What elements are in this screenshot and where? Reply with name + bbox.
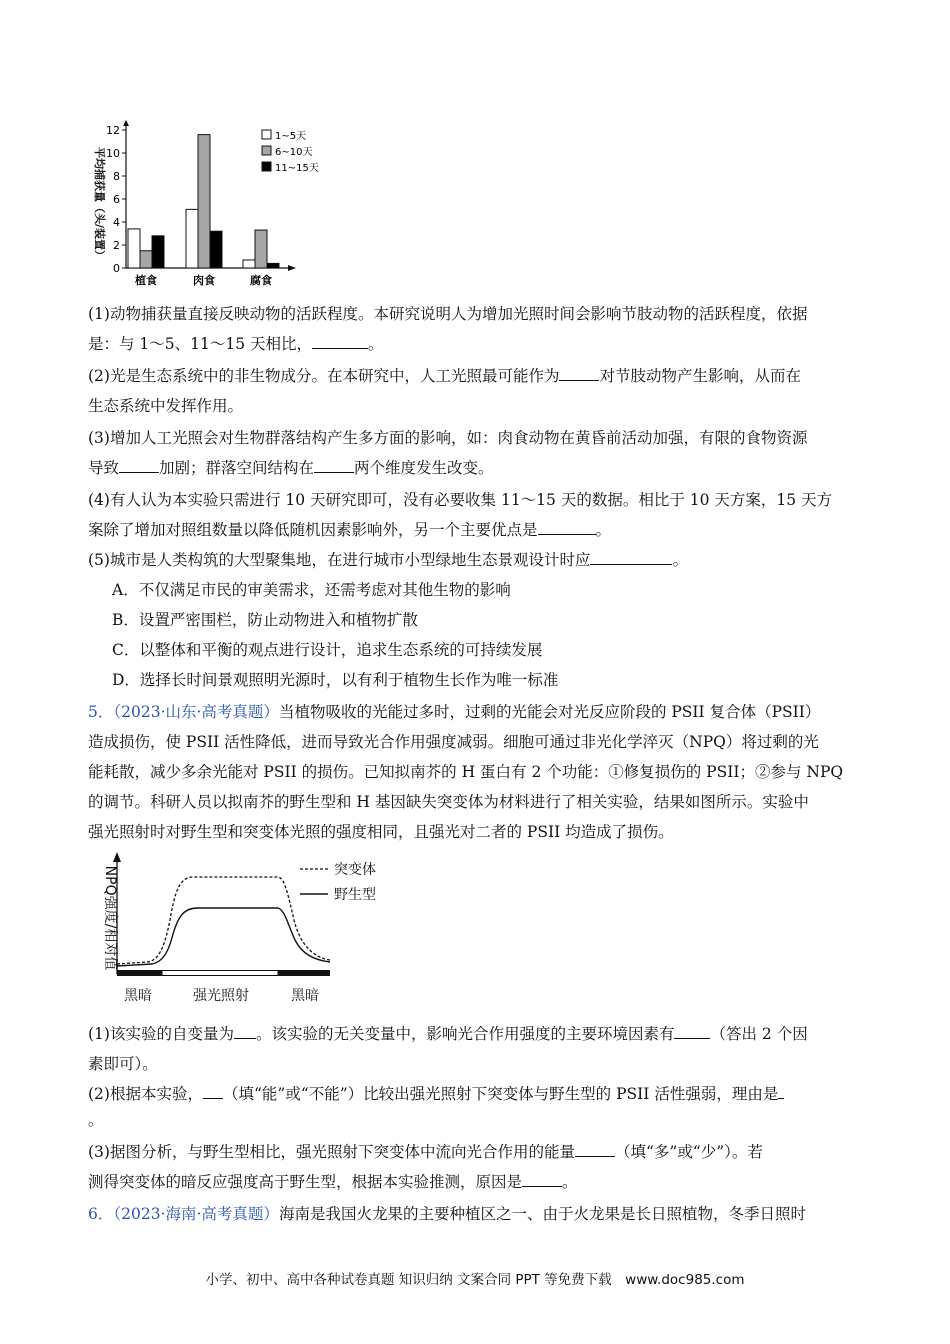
q5-line1 — [88, 702, 820, 722]
q4-part4-line2 — [88, 520, 611, 540]
q4-part2-line1 — [88, 366, 801, 386]
q4-part5-text: (5)城市是人类构筑的大型聚集地，在进行城市小型绿地生态景观设计时应 — [88, 551, 591, 569]
q5-line5: 强光照射时对野生型和突变体光照的强度相同，且强光对二者的 PSII 均造成了损伤。 — [88, 823, 674, 841]
legend-swatch — [262, 130, 271, 139]
answer-blank[interactable] — [312, 334, 368, 349]
x-segment-dark-2: 黑暗 — [291, 988, 319, 1004]
chart2-ylabel: NPQ强度/相对值 — [102, 865, 118, 971]
q5-sub1-text: (1)该实验的自变量为 — [88, 1025, 234, 1043]
answer-blank[interactable] — [538, 520, 596, 535]
y-tick-label: 6 — [113, 193, 120, 206]
mutant-curve — [117, 877, 330, 964]
bar — [128, 229, 140, 268]
q5-sub3-end: （填“多”或“少”）。若 — [614, 1143, 763, 1161]
category-label: 腐食 — [250, 274, 272, 287]
answer-blank[interactable] — [522, 1172, 562, 1187]
answer-blank[interactable] — [778, 1084, 784, 1099]
q5-sub1-line2: 素即可）。 — [88, 1055, 158, 1073]
q5-sub3-line1 — [88, 1142, 763, 1162]
q5-line3: 能耗散，减少多余光能对 PSII 的损伤。已知拟南芥的 H 蛋白有 2 个功能：①修复损伤的 PSII；②参与 NPQ — [88, 763, 844, 781]
bar — [243, 260, 255, 268]
q5-sub2-mid: （填“能”或“不能”）比较出强光照射下突变体与野生型的 PSII 活性强弱，理由是 — [222, 1085, 779, 1103]
q5-sub2-line2: 。 — [88, 1111, 104, 1129]
answer-blank[interactable] — [314, 458, 354, 473]
q4-part5-end: 。 — [672, 551, 688, 569]
legend-label: 11~15天 — [275, 163, 319, 174]
legend-label: 6~10天 — [275, 147, 313, 158]
legend-swatch — [262, 162, 271, 171]
x-segment-light: 强光照射 — [193, 988, 249, 1004]
answer-blank[interactable] — [590, 550, 672, 565]
chart1-ylabel: 平均捕获量（头/装置） — [93, 146, 106, 262]
q5-sub2-text: (2)根据本实验， — [88, 1085, 203, 1103]
q6-line1 — [88, 1204, 806, 1224]
answer-blank[interactable] — [119, 458, 159, 473]
q5-sub2-line1 — [88, 1084, 784, 1104]
legend-wildtype: 野生型 — [334, 887, 376, 903]
q4-part1-line1: (1)动物捕获量直接反映动物的活跃程度。本研究说明人为增加光照时间会影响节肢动物的活跃程度，依据 — [88, 305, 808, 323]
option-b: B．设置严密围栏，防止动物进入和植物扩散 — [112, 611, 418, 629]
q4-part1-end: 。 — [368, 335, 384, 353]
q5-sub1-mid: 。该实验的无关变量中，影响光合作用强度的主要环境因素有 — [255, 1025, 675, 1043]
q4-part3-line1: (3)增加人工光照会对生物群落结构产生多方面的影响，如：肉食动物在黄昏前活动加强，有限的食物资源 — [88, 429, 808, 447]
legend-swatch — [262, 146, 271, 155]
q4-part2-text-end: 对节肢动物产生影响，从而在 — [599, 367, 801, 385]
y-tick-label: 12 — [106, 124, 120, 137]
page-footer: 小学、初中、高中各种试卷真题 知识归纳 文案合同 PPT 等免费下载 www.doc985.com — [205, 1272, 745, 1288]
answer-blank[interactable] — [203, 1084, 223, 1099]
q5-text-1: 当植物吸收的光能过多时，过剩的光能会对光反应阶段的 PSII 复合体（PSII） — [278, 703, 821, 721]
category-label: 植食 — [135, 274, 157, 287]
q4-part4-text: 案除了增加对照组数量以降低随机因素影响外，另一个主要优点是 — [88, 521, 538, 539]
bar — [198, 135, 210, 268]
category-label: 肉食 — [193, 274, 215, 287]
legend-mutant: 突变体 — [334, 862, 376, 878]
legend-label: 1~5天 — [275, 131, 307, 142]
q5-line2: 造成损伤，使 PSII 活性降低，进而导致光合作用强度减弱。细胞可通过非光化学淬灭（NPQ）将过剩的光 — [88, 733, 819, 751]
bar — [267, 263, 279, 268]
y-tick-label: 2 — [113, 239, 120, 252]
capture-bar-chart — [82, 118, 342, 290]
y-tick-label: 8 — [113, 170, 120, 183]
y-tick-label: 10 — [106, 147, 120, 160]
bar — [210, 231, 222, 268]
q6-text-1: 海南是我国火龙果的主要种植区之一、由于火龙果是长日照植物，冬季日照时 — [278, 1205, 806, 1223]
x-segment-dark-1: 黑暗 — [124, 988, 152, 1004]
answer-blank[interactable] — [559, 366, 599, 381]
q4-part4-end: 。 — [595, 521, 612, 539]
q4-part3-line2 — [88, 458, 494, 478]
q4-part2-text: (2)光是生态系统中的非生物成分。在本研究中，人工光照最可能作为 — [88, 367, 560, 385]
q5-line4: 的调节。科研人员以拟南芥的野生型和 H 基因缺失突变体为材料进行了相关实验，结果如图所示。实验中 — [88, 793, 809, 811]
q4-part3-text: 导致 — [88, 459, 120, 477]
q4-part3-end: 两个维度发生改变。 — [354, 459, 494, 477]
q5-sub3-end-2: 。 — [562, 1173, 578, 1191]
question-number: 5． — [88, 703, 114, 721]
q5-sub1-line1 — [88, 1024, 808, 1044]
q4-part2-line2: 生态系统中发挥作用。 — [88, 397, 244, 415]
y-tick-label: 0 — [113, 262, 120, 275]
bar — [186, 209, 198, 268]
answer-blank[interactable] — [234, 1024, 256, 1039]
question-number: 6． — [88, 1205, 114, 1223]
y-tick-label: 4 — [113, 216, 120, 229]
bar — [140, 251, 152, 268]
bar — [255, 230, 267, 268]
q5-sub3-text: (3)据图分析，与野生型相比，强光照射下突变体中流向光合作用的能量 — [88, 1143, 575, 1161]
option-c: C．以整体和平衡的观点进行设计，追求生态系统的可持续发展 — [112, 641, 543, 659]
npq-line-chart — [88, 850, 398, 1010]
q4-part1-text: 是：与 1～5、11～15 天相比， — [88, 335, 313, 353]
q5-sub3-text-2: 测得突变体的暗反应强度高于野生型，根据本实验推测，原因是 — [88, 1173, 523, 1191]
q4-part3-mid: 加剧；群落空间结构在 — [159, 459, 315, 477]
question-source: （2023·山东·高考真题） — [113, 703, 279, 721]
q5-sub3-line2 — [88, 1172, 578, 1192]
q4-part4-line1: (4)有人认为本实验只需进行 10 天研究即可，没有必要收集 11～15 天的数据。相比于 10 天方案，15 天方 — [88, 491, 833, 509]
option-d: D．选择长时间景观照明光源时，以有利于植物生长作为唯一标准 — [112, 671, 559, 689]
wildtype-curve — [117, 908, 330, 966]
q5-sub1-end: （答出 2 个因 — [710, 1025, 808, 1043]
option-a: A．不仅满足市民的审美需求，还需考虑对其他生物的影响 — [112, 581, 511, 599]
answer-blank[interactable] — [674, 1024, 710, 1039]
q4-part5-line — [88, 550, 688, 570]
bar — [152, 236, 164, 268]
answer-blank[interactable] — [575, 1142, 615, 1157]
question-source: （2023·海南·高考真题） — [113, 1205, 279, 1223]
q4-part1-line2 — [88, 334, 384, 354]
